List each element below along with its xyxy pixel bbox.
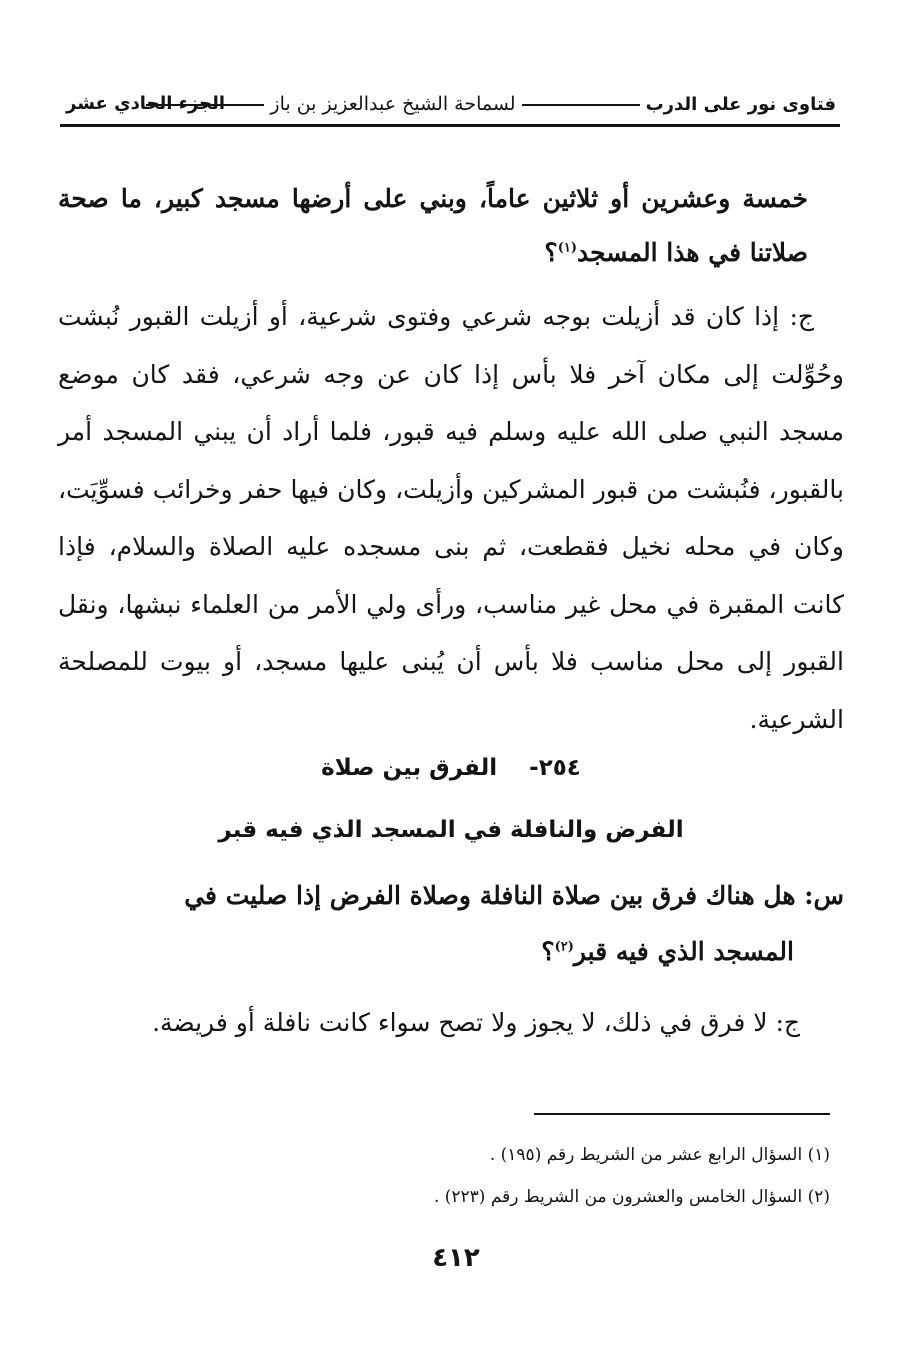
question-2-line-2-wrap [58,924,844,980]
question-2-mark: ؟ [541,937,555,966]
question-2-line-1: س: هل هناك فرق بين صلاة النافلة وصلاة الفرض إذا صليت في [184,881,844,910]
question-1-mark: ؟ [544,238,558,267]
section-title-1: الفرق بين صلاة [321,755,498,781]
book-title: فتاوى نور على الدرب [645,94,836,115]
running-header [66,86,836,122]
answer-1-text: نُبشت وحُوِّلت إلى مكان آخر فلا بأس إذا كان عن وجه شرعي، فقد كان موضع مسجد النبي صلى الله عليه وسلم فيه قبور، فلما أراد أن يبني المسجد أمر بالقبور، فنُبشت من قبور المشركين وأزيلت، وكان فيها حفر وخرائب فسوِّيَت، وكان في محله نخيل فقطعت، ثم بنى مسجده عليه الصلاة والسلام، فإذا كانت المقبرة في محل غير مناسب، ورأى ولي الأمر من العلماء نبشها، ونقل القبور إلى محل مناسب فلا بأس أن يُبنى عليها مسجد، أو بيوت للمصلحة الشرعية. [58,302,844,734]
footnote-separator [534,1113,830,1115]
question-2 [58,868,844,980]
footnote-2: (٢) السؤال الخامس والعشرون من الشريط رقم (٢٢٣) . [433,1187,830,1207]
footnote-ref-2: (٢) [554,939,574,955]
question-1 [58,172,844,280]
section-title-2: الفرض والنافلة في المسجد الذي فيه قبر [218,817,684,843]
header-rule [60,124,840,127]
header-dash [522,104,640,106]
page-number: ٤١٢ [432,1243,480,1273]
footnote-1: (١) السؤال الرابع عشر من الشريط رقم (١٩٥) . [489,1145,830,1165]
footnote-ref-1: (١) [557,240,577,256]
footnotes [58,1134,830,1218]
header-title-group [140,86,836,123]
answer-2 [58,996,844,1050]
answer-1-lead: ج: إذا كان قد أزيلت بوجه شرعي وفتوى شرعية، أو أزيلت القبور [129,302,815,331]
author-name: لسماحة الشيخ عبدالعزيز بن باز [270,93,516,115]
section-heading-line-2 [58,808,844,852]
question-2-line-2: المسجد الذي فيه قبر [573,937,794,966]
section-heading-line-1 [58,746,844,790]
answer-1 [58,288,844,748]
question-1-text: خمسة وعشرين أو ثلاثين عاماً، وبني على أرضها مسجد كبير، ما صحة صلاتنا في هذا المسجد [58,184,808,267]
section-number: ٢٥٤- [529,755,581,781]
volume-label: الجزء الحادي عشر [66,93,226,114]
answer-2-text: ج: لا فرق في ذلك، لا يجوز ولا تصح سواء كانت نافلة أو فريضة. [152,1008,800,1037]
